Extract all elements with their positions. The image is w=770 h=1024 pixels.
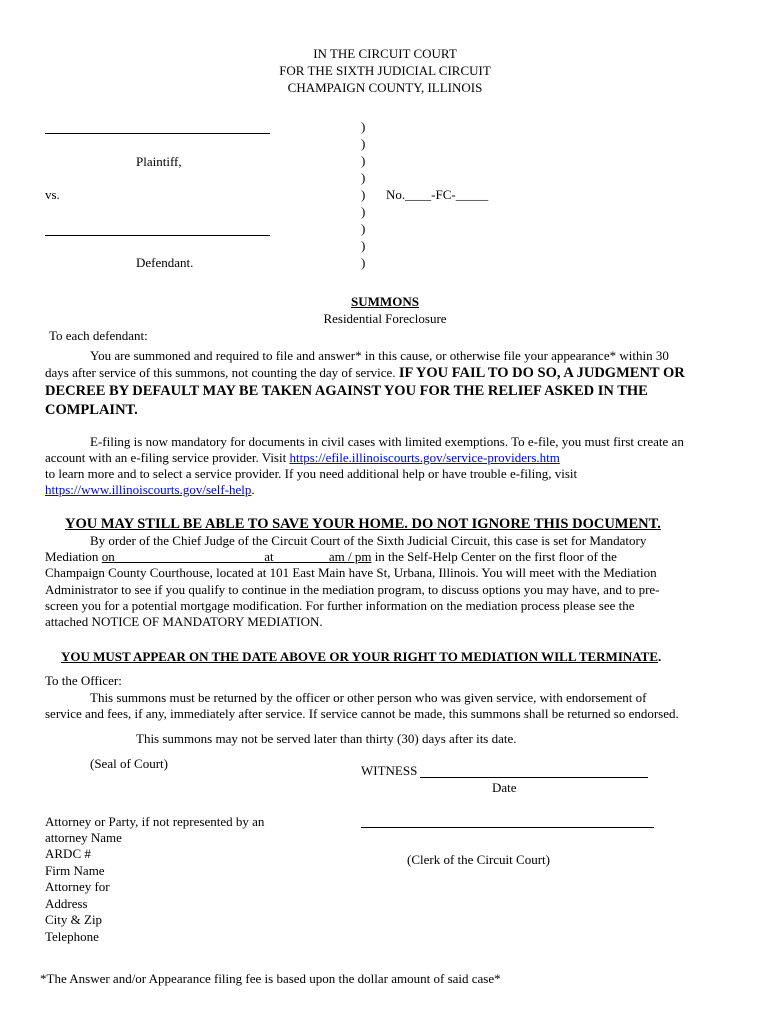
defendant-blank-line	[45, 235, 270, 236]
caption-paren: )	[361, 255, 366, 270]
must-appear-text: YOU MUST APPEAR ON THE DATE ABOVE OR YOUR RIGHT TO MEDIATION WILL TERMINATE	[61, 649, 659, 664]
document-title: SUMMONS	[351, 294, 419, 309]
seal-of-court: (Seal of Court)	[90, 756, 168, 771]
mediation-line1: By order of the Chief Judge of the Circuit Court of the Sixth Judicial Circuit, this case is set for Mandatory	[90, 533, 647, 548]
mediation-word: Mediation	[45, 549, 102, 564]
attorney-line2: attorney Name	[45, 830, 122, 845]
court-header-line2: FOR THE SIXTH JUDICIAL CIRCUIT	[279, 63, 491, 78]
mediation-time-blank[interactable]	[274, 549, 329, 564]
witness-label: WITNESS	[361, 763, 418, 778]
caption-paren: )	[361, 153, 366, 168]
mediation-line3: Champaign County Courthouse, located at 101 East Main have St, Urbana, Illinois. You will meet with the Mediation	[45, 565, 657, 580]
caption-paren: )	[361, 204, 366, 219]
caption-paren: )	[361, 119, 366, 134]
mediation-location: in the Self-Help Center on the first floor of the	[371, 549, 617, 564]
court-header-line3: CHAMPAIGN COUNTY, ILLINOIS	[287, 80, 483, 95]
efile-line3: to learn more and to select a service provider. If you need additional help or have trouble e-filing, visit	[45, 466, 578, 481]
to-each-defendant: To each defendant:	[49, 328, 148, 343]
must-appear-notice	[61, 649, 661, 665]
mediation-line4: Administrator to see if you qualify to continue in the mediation program, to discuss options you may have, and to pre-	[45, 582, 660, 597]
officer-line1: This summons must be returned by the officer or other person who was given service, with endorsement of	[90, 690, 647, 705]
self-help-link[interactable]: https://www.illinoiscourts.gov/self-help	[45, 482, 252, 497]
filing-fee-footnote: *The Answer and/or Appearance filing fee is based upon the dollar amount of said case*	[40, 971, 501, 986]
attorney-city-zip: City & Zip	[45, 912, 103, 927]
efile-line4-period: .	[251, 482, 255, 497]
clerk-signature-line[interactable]	[361, 827, 654, 828]
to-the-officer: To the Officer:	[45, 673, 122, 688]
default-warning-part2: DECREE BY DEFAULT MAY BE TAKEN AGAINST YOU FOR THE RELIEF ASKED IN THE	[45, 383, 648, 399]
caption-paren: )	[361, 221, 366, 236]
vs-label: vs.	[45, 187, 60, 202]
efile-service-providers-link[interactable]: https://efile.illinoiscourts.gov/service-providers.htm	[289, 450, 560, 465]
summons-para-line1: You are summoned and required to file and answer* in this cause, or otherwise file your appearance* within 30	[90, 348, 669, 363]
summons-para-line2	[45, 364, 685, 383]
mediation-line5: screen you for a potential mortgage modification. For further information on the mediation process please see the	[45, 598, 635, 613]
document-subtitle: Residential Foreclosure	[323, 311, 447, 326]
attorney-ardc: ARDC #	[45, 846, 91, 861]
must-appear-period: .	[658, 649, 662, 664]
summons-para-line2-text: days after service of this summons, not counting the day of service.	[45, 365, 399, 380]
mediation-date-blank[interactable]	[115, 549, 265, 564]
attorney-firm-name: Firm Name	[45, 863, 105, 878]
caption-paren: )	[361, 238, 366, 253]
efile-line2-text: account with an e-filing service provider. Visit	[45, 450, 290, 465]
default-warning-part1: IF YOU FAIL TO DO SO, A JUDGMENT OR	[398, 365, 685, 381]
attorney-address: Address	[45, 896, 88, 911]
caption-paren: )	[361, 136, 366, 151]
mediation-date-on: on	[101, 549, 115, 564]
case-number: No.____-FC-_____	[386, 187, 489, 202]
plaintiff-blank-line	[45, 133, 270, 134]
defendant-label: Defendant.	[136, 255, 194, 270]
officer-line2: service and fees, if any, immediately after service. If service cannot be made, this summons shall be returned so endorsed.	[45, 706, 679, 721]
mediation-line6: attached NOTICE OF MANDATORY MEDIATION.	[45, 614, 323, 629]
default-warning-part3: COMPLAINT.	[45, 402, 138, 418]
efile-line1: E-filing is now mandatory for documents in civil cases with limited exemptions. To e-file, you must first create an	[90, 434, 684, 449]
caption-paren: )	[361, 187, 366, 202]
clerk-label: (Clerk of the Circuit Court)	[407, 852, 550, 867]
witness-date-label: Date	[492, 780, 517, 795]
mediation-time-at: at	[264, 549, 274, 564]
caption-paren: )	[361, 170, 366, 185]
caption-parentheses	[361, 119, 371, 272]
attorney-line1: Attorney or Party, if not represented by an	[45, 814, 265, 829]
attorney-for: Attorney for	[45, 879, 110, 894]
efile-line2	[45, 450, 560, 466]
mediation-ampm: am / pm	[328, 549, 372, 564]
thirty-days-notice: This summons may not be served later than thirty (30) days after its date.	[136, 731, 517, 746]
witness-signature-line[interactable]	[420, 777, 648, 778]
mediation-line2	[45, 549, 617, 565]
save-home-notice: YOU MAY STILL BE ABLE TO SAVE YOUR HOME. DO NOT IGNORE THIS DOCUMENT.	[65, 516, 661, 532]
attorney-telephone: Telephone	[45, 929, 99, 944]
court-header-line1: IN THE CIRCUIT COURT	[313, 46, 457, 61]
plaintiff-label: Plaintiff,	[136, 154, 182, 169]
efile-line4	[45, 482, 255, 498]
